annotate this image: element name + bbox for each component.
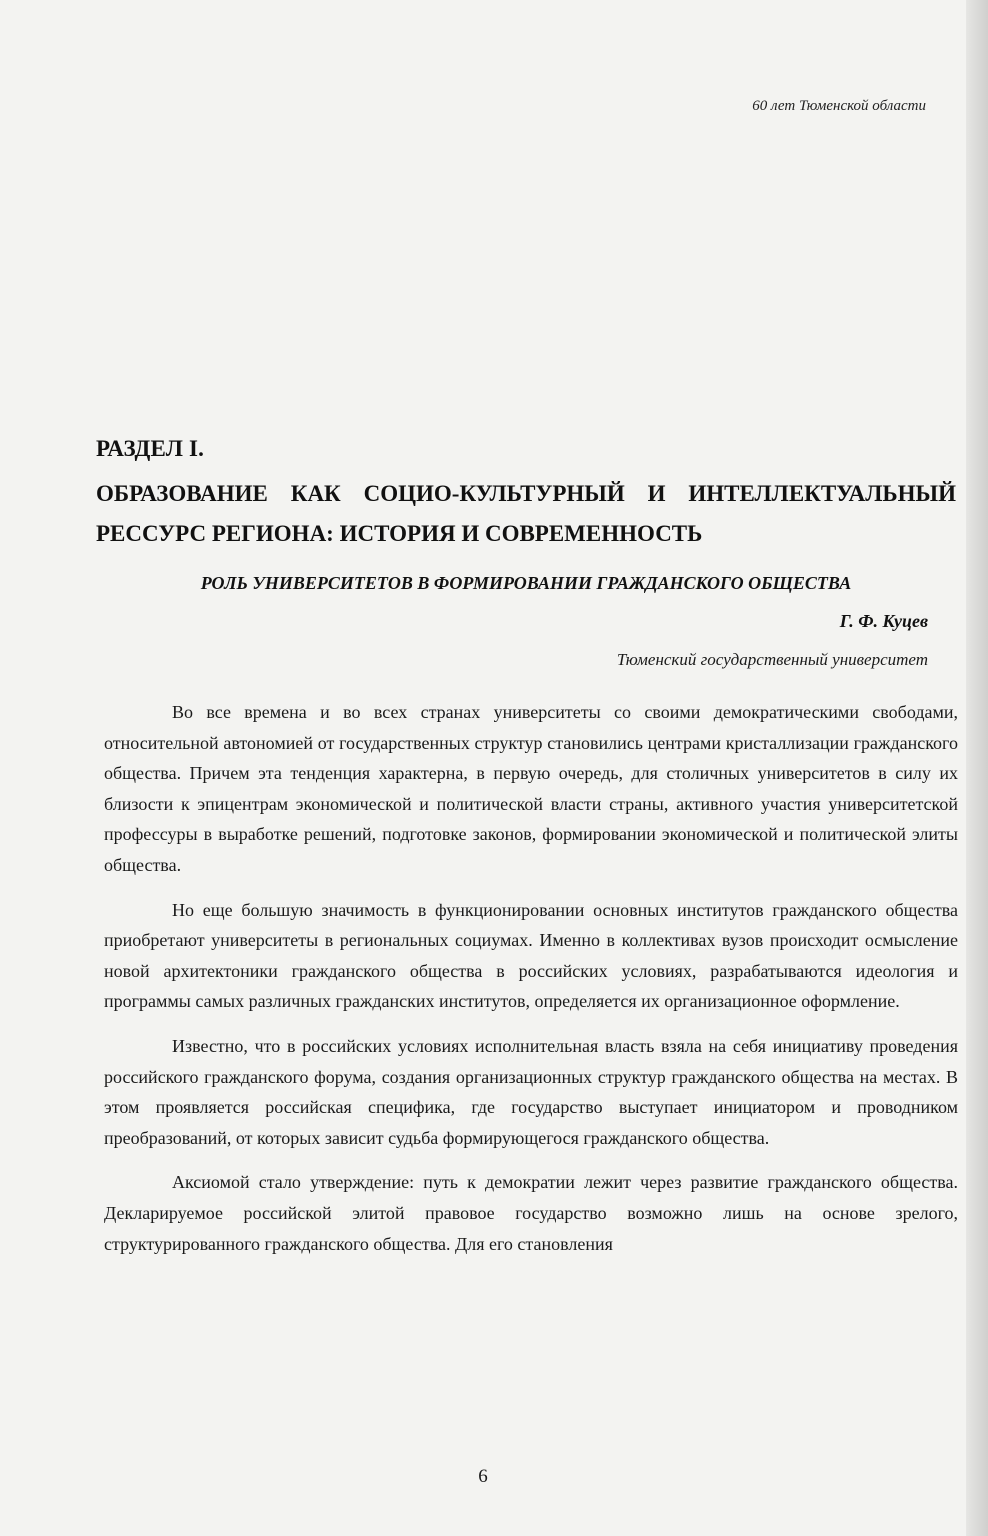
running-header: 60 лет Тюменской области bbox=[752, 98, 926, 114]
paragraph: Известно, что в российских условиях исполнительная власть взяла на себя инициативу проведения российского гражданского форума, создания организационных структур гражданского общества на местах. В этом проявляется российская специфика, где государство выступает инициатором и проводником преобразований, от которых зависит судьба формирующегося гражданского общества. bbox=[104, 1035, 958, 1148]
paragraph: Аксиомой стало утверждение: путь к демократии лежит через развитие гражданского общества. Декларируемое российской элитой правовое государство возможно лишь на основе зрелого, структурированного гражданского общества. Для его становления bbox=[104, 1172, 958, 1254]
paragraph: Но еще большую значимость в функционировании основных институтов гражданского общества приобретают университеты в региональных социумах. Именно в коллективах вузов происходит осмысление новой архитектоники гражданского общества в российских условиях, разрабатываются идеология и программы самых различных гражданских институтов, определяется их организационное оформление. bbox=[104, 899, 958, 1012]
section-label: РАЗДЕЛ I. bbox=[96, 436, 205, 461]
page-edge bbox=[966, 0, 988, 1536]
paragraph: Во все времена и во всех странах университеты со своими демократическими свободами, относительной автономией от государственных структур становились центрами кристаллизации гражданского общества. Причем эта тенденция характерна, в первую очередь, для столичных университетов в силу их близости к эпицентрам экономической и политической власти страны, активного участия университетской профессуры в выработке решений, подготовке законов, формировании экономической и политической элиты общества. bbox=[104, 702, 958, 875]
article-affiliation: Тюменский государственный университет bbox=[616, 650, 928, 669]
article-body bbox=[104, 697, 958, 1273]
section-title: ОБРАЗОВАНИЕ КАК СОЦИО-КУЛЬТУРНЫЙ И ИНТЕЛЛЕКТУАЛЬНЫЙ РЕССУРС РЕГИОНА: ИСТОРИЯ И СОВРЕМЕННОСТЬ bbox=[96, 481, 956, 546]
article-title: РОЛЬ УНИВЕРСИТЕТОВ В ФОРМИРОВАНИИ ГРАЖДАНСКОГО ОБЩЕСТВА bbox=[200, 573, 852, 593]
page-number: 6 bbox=[478, 1466, 488, 1487]
article-author: Г. Ф. Куцев bbox=[839, 611, 928, 631]
